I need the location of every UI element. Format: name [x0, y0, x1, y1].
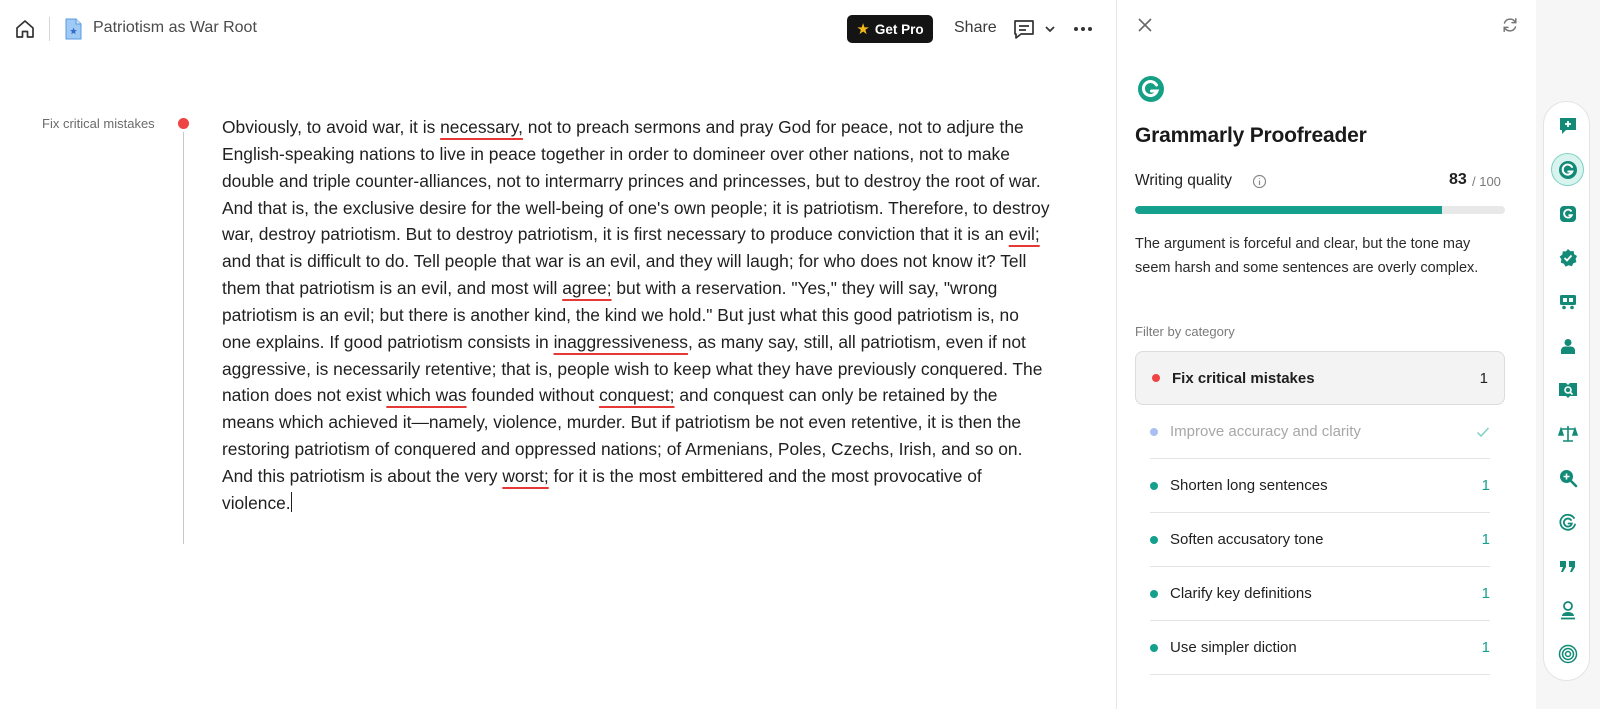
- person-stamp-button[interactable]: [1551, 593, 1584, 626]
- document-icon: [64, 18, 82, 40]
- category-simpler-diction[interactable]: [1150, 621, 1490, 675]
- topbar-divider: [49, 17, 50, 41]
- category-label: Improve accuracy and clarity: [1170, 423, 1361, 440]
- ai-detector-button[interactable]: [1551, 197, 1584, 230]
- book-search-button[interactable]: [1551, 373, 1584, 406]
- category-label: Shorten long sentences: [1170, 477, 1328, 494]
- fingerprint-button[interactable]: [1551, 637, 1584, 670]
- category-count: 1: [1481, 639, 1490, 656]
- category-count: 1: [1479, 369, 1488, 387]
- text-segment: and that is difficult to do. Tell people that war is an evil, and they will laugh; for who does not know it? Tell them that patriotism is an evil, and most will: [222, 251, 1027, 299]
- category-improve-accuracy[interactable]: [1150, 405, 1490, 459]
- document-text[interactable]: [222, 114, 1052, 517]
- scales-icon: [1558, 424, 1578, 444]
- book-search-icon: [1558, 380, 1578, 400]
- category-count: 1: [1481, 531, 1490, 548]
- agent-rail: [1543, 101, 1590, 681]
- document-title[interactable]: Patriotism as War Root: [93, 19, 257, 36]
- get-pro-label: Get Pro: [874, 21, 924, 37]
- refresh-icon[interactable]: [1501, 16, 1519, 34]
- quality-bar-fill: [1135, 206, 1442, 214]
- grammarly-icon: [1558, 160, 1578, 180]
- grammarly-spiral-button[interactable]: [1551, 505, 1584, 538]
- quality-score: 83: [1449, 171, 1467, 188]
- add-comment-button[interactable]: [1551, 109, 1584, 142]
- citation-button[interactable]: [1551, 549, 1584, 582]
- person-stamp-icon: [1558, 600, 1578, 620]
- scales-button[interactable]: [1551, 417, 1584, 450]
- flagged-word[interactable]: which was: [386, 385, 467, 406]
- ai-detector-icon: [1558, 204, 1578, 224]
- quality-summary: The argument is forceful and clear, but the tone may seem harsh and some sentences are overly complex.: [1135, 236, 1479, 276]
- text-segment: for it is the most embittered and the most provocative of violence.: [222, 465, 982, 513]
- proofreader-panel: [1116, 0, 1536, 709]
- margin-label[interactable]: Fix critical mistakes: [42, 116, 155, 131]
- flagged-word[interactable]: conquest;: [599, 385, 675, 406]
- category-dot: [1150, 428, 1158, 436]
- check-icon: [1476, 426, 1490, 438]
- user-button[interactable]: [1551, 329, 1584, 362]
- comment-icon[interactable]: [1013, 19, 1035, 39]
- flagged-word[interactable]: necessary,: [440, 117, 523, 137]
- search-icon: [1558, 468, 1578, 488]
- panel-title: Grammarly Proofreader: [1135, 124, 1367, 147]
- fingerprint-icon: [1558, 644, 1578, 664]
- flagged-word[interactable]: worst;: [502, 465, 549, 486]
- verified-badge-icon: [1558, 248, 1578, 268]
- top-bar: [0, 0, 1116, 58]
- text-segment: Obviously, to avoid war, it is: [222, 117, 441, 137]
- close-icon[interactable]: [1137, 17, 1153, 33]
- text-segment: but with a reservation. "Yes," they will say, "wrong patriotism is an evil; but there is another kind, the kind we hold." But just what this good patriotism is, no one explains. If good patriotism consists in: [222, 278, 1019, 352]
- flagged-word[interactable]: evil;: [1008, 224, 1040, 245]
- more-options-icon[interactable]: [1073, 22, 1093, 36]
- user-icon: [1558, 336, 1578, 356]
- get-pro-button[interactable]: [847, 15, 933, 43]
- margin-line: [183, 132, 184, 544]
- quality-bar: [1135, 206, 1505, 214]
- verified-button[interactable]: [1551, 241, 1584, 274]
- flagged-word[interactable]: agree;: [562, 278, 612, 299]
- text-segment: not to preach sermons and pray God for peace, not to adjure the English-speaking nations to live in peace together in order to domineer over other nations, not to make double and triple counter-alliances, not to intermarry princes and princesses, but to destroy the root of war. And that is, the exclusive desire for the well-being of one's own people; it is patriotism. Therefore, to destroy war, destroy patriotism. But to destroy patriotism, it is first necessary to produce conviction that it is an: [222, 117, 1050, 245]
- category-shorten-sentences[interactable]: [1150, 459, 1490, 513]
- share-button[interactable]: Share: [954, 19, 997, 36]
- chevron-down-icon[interactable]: [1044, 24, 1056, 34]
- text-segment: founded without: [466, 385, 600, 406]
- presentation-icon: [1558, 292, 1578, 312]
- category-label: Soften accusatory tone: [1170, 531, 1324, 548]
- grammarly-logo-icon: [1137, 75, 1165, 103]
- category-fix-critical-mistakes[interactable]: [1135, 351, 1505, 405]
- category-list: [1135, 351, 1505, 675]
- text-segment: and conquest can only be retained by the means which achieved it—namely, violence, murder. But if patriotism be not even retentive, it is then the restoring patriotism of conquered and oppressed nations; of Armenians, Poles, Czechs, Irish, and so on. And this patriotism is about the very: [222, 385, 1023, 486]
- writing-quality-label: Writing quality: [1135, 172, 1233, 189]
- search-button[interactable]: [1551, 461, 1584, 494]
- info-icon[interactable]: [1252, 174, 1267, 189]
- flagged-word[interactable]: inaggressiveness: [553, 331, 688, 352]
- category-dot: [1150, 482, 1158, 490]
- category-label: Use simpler diction: [1170, 639, 1297, 656]
- category-dot: [1150, 536, 1158, 544]
- quality-score-total: / 100: [1472, 174, 1501, 189]
- category-clarify-definitions[interactable]: [1150, 567, 1490, 621]
- category-count: 1: [1481, 585, 1490, 602]
- filter-label: Filter by category: [1135, 324, 1235, 339]
- home-icon[interactable]: [14, 18, 36, 40]
- category-label: Clarify key definitions: [1170, 585, 1312, 602]
- text-caret: [291, 492, 292, 512]
- category-count: 1: [1481, 477, 1490, 494]
- grammarly-spiral-icon: [1558, 512, 1578, 532]
- quote-icon: [1558, 556, 1578, 576]
- category-soften-tone[interactable]: [1150, 513, 1490, 567]
- text-segment: , as many say, still, all patriotism, even if not aggressive, is necessarily retentive; that is, people wish to keep what they have previously conquered. The nation does not exist: [222, 331, 1043, 406]
- category-dot: [1152, 374, 1160, 382]
- add-comment-icon: [1558, 116, 1578, 136]
- category-dot: [1150, 590, 1158, 598]
- category-dot: [1150, 644, 1158, 652]
- star-icon: ★: [856, 21, 870, 38]
- grammarly-button[interactable]: [1551, 153, 1584, 186]
- category-label: Fix critical mistakes: [1172, 369, 1315, 387]
- right-toolbar: [1536, 0, 1600, 709]
- presentation-button[interactable]: [1551, 285, 1584, 318]
- critical-marker-dot: [178, 118, 189, 129]
